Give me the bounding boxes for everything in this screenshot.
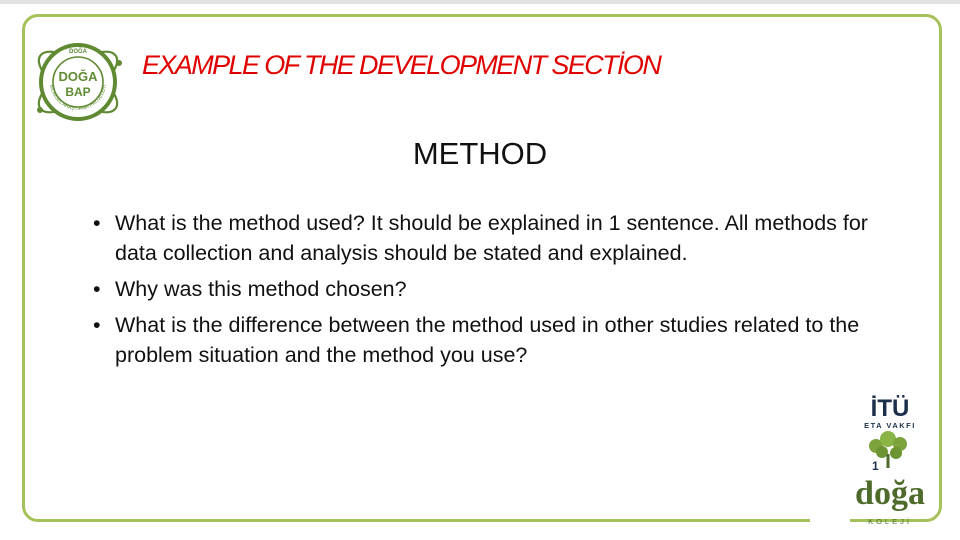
section-heading: METHOD	[412, 136, 548, 171]
top-divider	[0, 0, 960, 4]
svg-text:1: 1	[872, 459, 879, 473]
logo-ring-text: BİLİMSEL ARAŞTIRMA PROJELERİ	[48, 84, 108, 113]
logo-main-line2: BAP	[65, 85, 91, 99]
slide-title: EXAMPLE OF THE DEVELOPMENT SECTİON	[142, 50, 661, 80]
itu-doga-koleji-logo	[838, 386, 942, 530]
logo-main-line1: DOĞA	[58, 69, 98, 84]
logo-brand-top: İTÜ	[870, 395, 910, 422]
bullet-item	[92, 274, 882, 304]
bullet-item	[92, 208, 882, 268]
bullet-item	[92, 310, 882, 370]
tree-icon	[869, 431, 907, 473]
bullet-text: Why was this method chosen?	[115, 277, 407, 301]
logo-brand-sub: ETA VAKFI	[864, 421, 916, 430]
logo-brand-bottom: KOLEJİ	[868, 517, 912, 526]
bullet-dot: •	[93, 277, 101, 301]
bullet-list	[92, 208, 882, 376]
doga-bap-logo	[28, 20, 128, 132]
logo-brand-main: doğa	[855, 475, 925, 512]
bullet-text: What is the method used? It should be explained in 1 sentence. All methods for data collection and analysis should be stated and explained.	[115, 211, 868, 265]
bullet-dot: •	[93, 211, 101, 235]
orbit-dot	[37, 107, 43, 113]
orbit-dot	[116, 60, 122, 66]
bullet-dot: •	[93, 313, 101, 337]
logo-top-text: DOĞA	[69, 49, 87, 55]
bullet-text: What is the difference between the method used in other studies related to the problem situation and the method you use?	[115, 313, 860, 367]
